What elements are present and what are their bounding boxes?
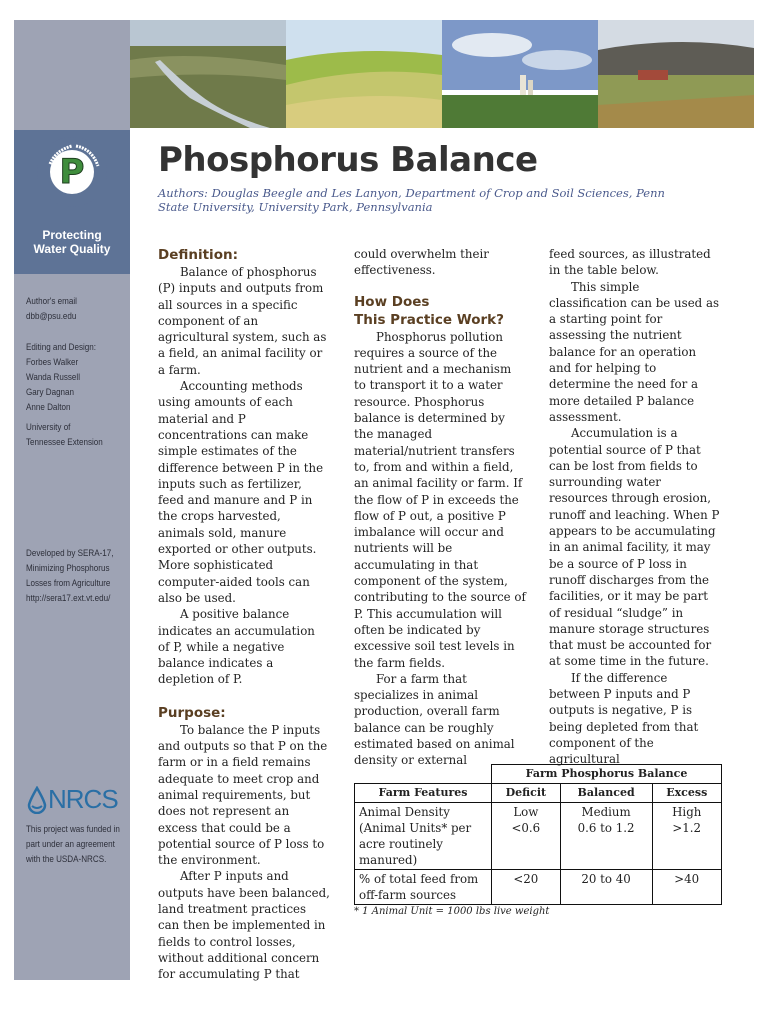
- cell-line: 0.6 to 1.2: [577, 821, 635, 835]
- accounting-paragraph: Accounting methods using amounts of each material and P concentrations can make simple estimates of the difference between P in the inputs such as fertilizer, feed and manure and P in the crops harvested, animals sold, manure exported or other outputs. More sophisticated computer-aided tools can also be used.: [158, 379, 324, 605]
- funding-line: This project was funded in: [26, 824, 120, 835]
- purpose-heading: Purpose:: [158, 704, 226, 721]
- cell-line: <0.6: [511, 821, 541, 835]
- editor-name: Anne Dalton: [26, 402, 71, 413]
- depletion-paragraph: If the difference between P inputs and P outputs is negative, P is being depleted from that component of the agricultural: [549, 670, 699, 767]
- river-landscape-photo: [130, 20, 286, 128]
- excess-cell: >40: [652, 870, 722, 905]
- funding-line: with the USDA-NRCS.: [26, 854, 107, 865]
- balance-paragraph: A positive balance indicates an accumulation of P, while a negative balance indicates a depletion of P.: [158, 607, 315, 687]
- deficit-cell: <20: [492, 870, 561, 905]
- funding-line: part under an agreement: [26, 839, 115, 850]
- definition-paragraph: Balance of phosphorus (P) inputs and outputs from all sources in a specific component of an agricultural system, such as a field, an animal facility or a farm.: [158, 265, 327, 377]
- org-line-1: University of: [26, 422, 71, 433]
- column-header: Excess: [652, 784, 722, 803]
- column-1: [158, 246, 330, 982]
- editing-credits: [26, 340, 113, 415]
- email-value: dbb@psu.edu: [26, 311, 77, 322]
- organization-note: [26, 420, 113, 450]
- definition-heading: Definition:: [158, 247, 238, 263]
- feature-cell: Animal Density (Animal Units* per acre routinely manured): [355, 803, 492, 870]
- editor-name: Gary Dagnan: [26, 387, 75, 398]
- column-header: Deficit: [492, 784, 561, 803]
- crop-field-photo: [286, 20, 442, 128]
- developer-note: [26, 546, 113, 606]
- excess-cell: [652, 803, 722, 870]
- program-logo: [14, 130, 130, 274]
- dev-line: Losses from Agriculture: [26, 578, 111, 589]
- farm-balance-table: [354, 764, 722, 905]
- table-group-header-row: [355, 765, 722, 784]
- svg-text:P: P: [59, 152, 85, 192]
- treatment-paragraph: After P inputs and outputs have been balanced, land treatment practices can then be implemented in fields to control losses, without additional concern for accumulating P that: [158, 869, 330, 982]
- column-3: [549, 246, 721, 768]
- author-email-note: [26, 294, 113, 324]
- animal-farm-paragraph: For a farm that specializes in animal production, overall farm balance can be roughly estimated based on animal density or external: [354, 671, 515, 768]
- cell-line: Low: [513, 805, 539, 819]
- continuation-text: feed sources, as illustrated in the table below.: [549, 247, 711, 278]
- nrcs-logo: [26, 784, 118, 815]
- practice-work-heading: This Practice Work?: [354, 311, 504, 328]
- continuation-text: could overwhelm their effectiveness.: [354, 247, 489, 278]
- column-header: Balanced: [560, 784, 652, 803]
- accumulation-paragraph: Accumulation is a potential source of P that can be lost from fields to surrounding water resources through erosion, runoff and leaching. When P appears to be accumulating in an animal facility, it may be a source of P loss in runoff discharges from the facilities, or it may be part of residual “sludge” in manure storage structures that must be accounted for at some time in the future.: [549, 426, 720, 669]
- table-header-row: [355, 784, 722, 803]
- empty-corner: [355, 765, 492, 784]
- funding-note: [26, 822, 120, 867]
- phosphorus-bmp-seal-icon: [36, 136, 108, 208]
- pollution-paragraph: Phosphorus pollution requires a source of the nutrient and a mechanism to transport it to a water resource. Phosphorus balance is determined by the managed material/nutrient transfers to, from and within a field, an animal facility or farm. If the flow of P in exceeds the flow of P out, a positive P imbalance will occur and nutrients will be accumulating in that component of the system, contributing to the source of P. This accumulation will often be indicated by excessive soil test levels in the farm fields.: [354, 329, 526, 670]
- logo-line-1: Protecting: [42, 228, 102, 242]
- cell-line: >1.2: [672, 821, 702, 835]
- cell-line: Medium: [581, 805, 631, 819]
- editor-name: Wanda Russell: [26, 372, 81, 383]
- farm-silo-photo: [442, 20, 598, 128]
- header-photo-strip: [130, 20, 754, 128]
- water-drop-icon: [26, 786, 48, 814]
- classification-paragraph: This simple classification can be used as a starting point for assessing the nutrient balance for an operation and for helping to determine the need for a more detailed P balance assessment.: [549, 279, 720, 424]
- table-row: [355, 870, 722, 905]
- org-line-2: Tennessee Extension: [26, 437, 103, 448]
- logo-line-2: Water Quality: [33, 242, 111, 256]
- feature-cell: % of total feed from off-farm sources: [355, 870, 492, 905]
- dev-line: Minimizing Phosphorus: [26, 563, 110, 574]
- nrcs-wordmark: NRCS: [48, 784, 118, 814]
- dev-line: Developed by SERA-17,: [26, 548, 114, 559]
- cell-line: High: [672, 805, 702, 819]
- deficit-cell: [492, 803, 561, 870]
- page-title: Phosphorus Balance: [158, 140, 538, 180]
- table-row: [355, 803, 722, 870]
- feature-header: Farm Features: [355, 784, 492, 803]
- editing-label: Editing and Design:: [26, 342, 97, 353]
- group-header: Farm Phosphorus Balance: [492, 765, 722, 784]
- column-2: [354, 246, 526, 769]
- farm-valley-photo: [598, 20, 754, 128]
- dev-url: http://sera17.ext.vt.edu/: [26, 593, 111, 604]
- authors-line: Authors: Douglas Beegle and Les Lanyon, Department of Crop and Soil Sciences, Penn State University, University Park, Pennsylvania: [158, 186, 665, 214]
- purpose-paragraph: To balance the P inputs and outputs so that P on the farm or in a field remains adequate to meet crop and animal requirements, but does not represent an excess that could be a potential source of P loss to the environment.: [158, 722, 328, 868]
- editor-name: Forbes Walker: [26, 357, 79, 368]
- balanced-cell: [560, 803, 652, 870]
- how-does-heading: How Does: [354, 293, 430, 310]
- table-footnote: * 1 Animal Unit = 1000 lbs live weight: [354, 906, 550, 917]
- email-label: Author's email: [26, 296, 77, 307]
- balanced-cell: 20 to 40: [560, 870, 652, 905]
